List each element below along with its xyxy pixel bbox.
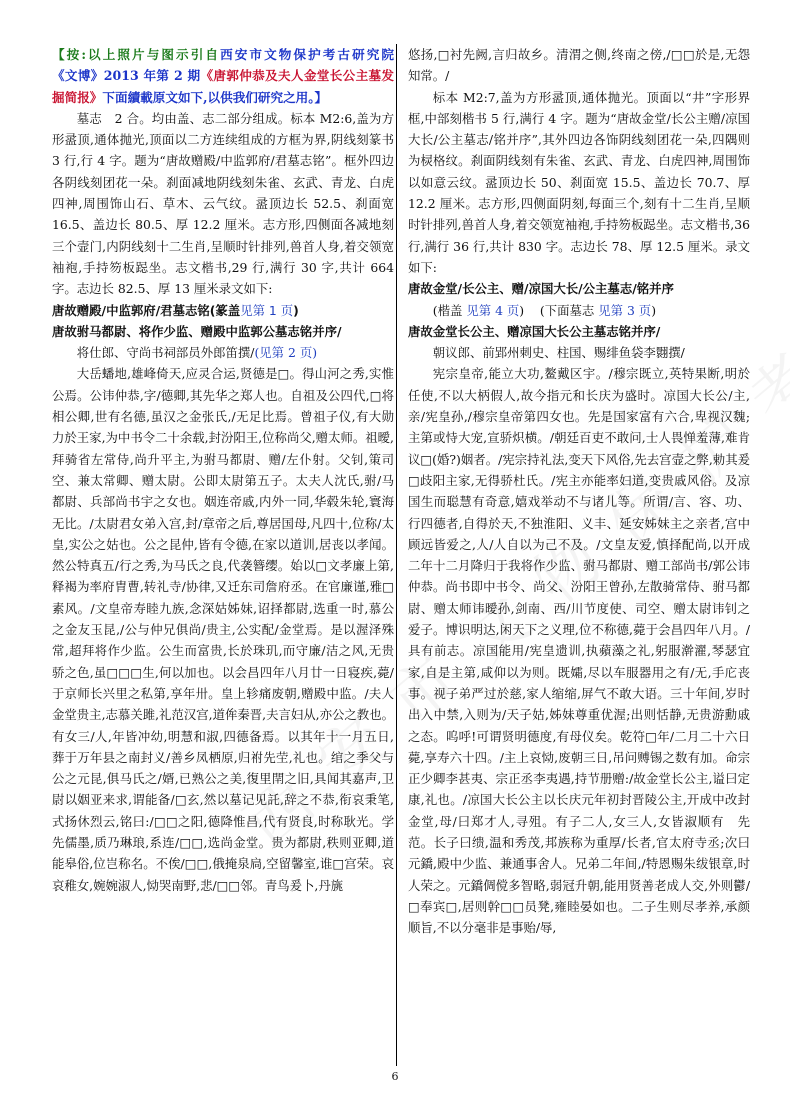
note-issue: 2013 年第 2 期 (103, 68, 201, 84)
lid-page-link[interactable]: 见第 1 页 (240, 302, 294, 318)
page-number: 6 (391, 1070, 399, 1083)
body-page3-link[interactable]: 见第 3 页 (598, 302, 652, 318)
note-article-link[interactable]: 《唐郭仲恭及夫人金堂长公主墓发掘简报》 (52, 68, 395, 105)
author-byline (52, 342, 394, 363)
princess-epitaph-title: 唐故金堂长公主、赠凉国大长公主墓志铭并序/ (408, 323, 661, 339)
princess-lid-title: 唐故金堂/长公主、赠/凉国大长/公主墓志/铭并序 (408, 281, 674, 297)
lid-link-prefix: (楷盖 (432, 302, 467, 318)
note-journal[interactable]: 《文博》 (52, 68, 104, 84)
left-column (52, 44, 394, 896)
note-suffix: 下面續載原文如下,以供我们研究之用。】 (102, 89, 328, 105)
lid-page4-link[interactable]: 见第 4 页 (466, 302, 520, 318)
princess-author-byline: 朝议郎、前郢州刺史、柱国、赐绯鱼袋李翾撰/ (432, 345, 685, 361)
epitaph-continuation: 悠扬,□衬先阙,言归故乡。清渭之侧,终南之傍,/□□於是,无怨知常。/ (408, 47, 750, 84)
princess-epitaph-body: 宪宗皇帝,能立大功,鳌戴区宇。/穆宗既立,英特果断,明於任使,不以大柄假人,故今指元和长庆为盛时。凉国大长公/主,亲/宪皇孙,/穆宗皇帝第四女也。先是国家富有六合,卑视汉魏;主第或恃大宠,宣骄炽横。/朝廷百吏不敢问,士人畏惮羞薄,难肯议□(婚?)姻者。/宪宗持礼法,变天下风俗,先去宫壸之弊,勅其爰□歧阳主家,无得骄杜氏。/宪主亦能率妇道,变贵戚风俗。及凉国生而聪慧有奇意,嬉戏举动不与诸儿等。所谓/言、容、功、行四德者,自得於天,不独淮阳、义丰、延安姊妹主之亲者,宫中顾远皆爱之,人/人自以为己不及。/文皇友爱,慎择配尚,以开成二年十二月降归于我将作少监、驸马都尉、赠工部尚书/郭公讳仲恭。尚书即中书令、尚父、汾阳王曾孙,左散骑常侍、驸马都尉、赠太师讳曖孙,剑南、西/川节度使、司空、赠太尉讳钊之爱子。博识明达,闲天下之义理,位不称德,薨于会昌四年八月。/具有前志。凉国能用/宪皇遗训,执蘋藻之礼,躬服澣濯,琴瑟宜家,自是主第,咸仰以为则。既孀,尽以车服器用之有/无,手庀丧事。视子弟严过於慈,家人缩缩,屏气不敢大语。三十年间,岁时出入中禁,入则为/天子姑,姊妹尊重优渥;出则恬静,无贵游勳戚之态。呜呼!可谓贤明德度,有母仪矣。乾符□年/二月二十六日薨,享寿六十四。/主上哀恸,废朝三日,吊问赙锡之数有加。命宗正少卿李甚夷、宗正丞李夷遇,持节册赠:/故金堂长公主,谥曰定康,礼也。/凉国大长公主以长庆元年初封晋陵公主,开成中改封金堂,母/曰郑才人,寻殂。有子二人,女三人,女皆淑顺有 先范。长子曰缋,温和秀茂,邦族称为重厚/长者,官太府寺丞;次曰元鐈,殿中少监、兼通事舍人。兄弟二年间,/特恩赐朱绂银章,时人荣之。元鐈倜傥多智略,弱冠升朝,能用贤善老成人交,外则鬱/□奉宾□,居则幹□□员凳,雍睦晏如也。二子生则尽孝养,承颜顺旨,不以分毫非是事贻/辱, (408, 366, 750, 936)
body-link-prefix: (下面墓志 (539, 302, 599, 318)
epitaph-description: 墓志 2 合。均由盖、志二部分组成。标本 M2:6,盖为方形盝顶,通体抛光,顶面以二方连续组成的方框为界,阴线刻篆书 3 行,行 4 字。题为“唐故赠殿/中监郭府/君墓志铭”。框外四边各阴线刻团花一朵。刹面减地阴线刻朱雀、玄武、青龙、白虎四神,周围饰山石、草木、云气纹。盝顶边长 52.5、刹面宽 16.5、盖边长 80.5、厚 12.2 厘米。志方形,四侧面各减地刻三个壸门,内阴线刻十二生肖,呈顺时针排列,兽首人身,着交领宽袖袍,手持笏板跽坐。志文楷书,29 行,满行 30 字,共计 664 字。志边长 82.5、厚 13 厘米录文如下: (52, 110, 394, 297)
lid-title-close: ) (293, 302, 299, 318)
lid-title-tag: (篆盖 (209, 302, 241, 318)
lid-link-close: ) (519, 302, 525, 318)
princess-epitaph-description: 标本 M2:7,盖为方形盝顶,通体抛光。顶面以“井”字形界框,中部刻楷书 5 行,满行 4 字。题为“唐故金堂/长公主赠/凉国大长/公主墓志/铭并序”,其外四边各饰阴线刻团花一朵,四隅则为棂格纹。刹面阴线刻有朱雀、玄武、青龙、白虎四神,周围饰以如意云纹。盝顶边长 50、刹面宽 15.5、盖边长 70.7、厚 12.2 厘米。志方形,四侧面阴刻,每面三个,刻有十二生肖,呈顺时针排列,兽首人身,着交领宽袖袍,手持笏板跽坐。志文楷书,36 行,满行 36 行,共计 830 字。志边长 78、厚 12.5 厘米。录文如下: (408, 89, 750, 275)
author-page-link[interactable]: (见第 2 页) (254, 345, 318, 361)
princess-page-links (408, 300, 750, 321)
editor-note (52, 44, 394, 108)
lid-title-text: 唐故赠殿/中监郭府/君墓志铭 (52, 302, 210, 318)
lid-title (52, 300, 394, 321)
right-column (408, 44, 750, 938)
author-text: 将仕郎、守尚书祠部员外郎笛撰/ (76, 345, 255, 361)
epitaph-title: 唐故驸马都尉、将作少监、赠殿中监郭公墓志铭并序/ (52, 323, 342, 339)
epitaph-body: 大岳蟠地,雄峰倚天,应灵合运,贤德是□。得山河之秀,实惟公焉。公讳仲恭,字/德卿,其先华之郑人也。自祖及公四代,□将相公卿,世有名德,虽汉之金张氏,/无足比焉。曾祖子仪,有大勋力於王家,为中书令二十余载,封汾阳王,位称尚父,赠太师。祖曖,拜骑省左常侍,尚升平主,为驸马都尉、赠/左仆射。父钊,策司空、兼太常卿、赠太尉。公即太尉第五子。太夫人沈氏,驸/马都尉、兵部尚书宇之女也。姻连帝戚,内外一同,华毂朱轮,寰海无比。/太尉君女弟入宫,封/章帝之后,尊居国母,凡四十,位称/太皇,实公之姑也。公之昆仲,皆有令德,在家以道训,居丧以孝闻。然公特真五/行之秀,为马氏之良,代袭簪缨。始以□文孝廉上第,释褐为率府胄曹,转礼寺/协律,又迁东司詹府丞。在官廉谨,雅□素风。/文皇帝寿睦九族,念深姑姊妹,诏择都尉,选重一时,慕公之金友玉昆,/公与仲兄俱尚/贵主,公实配/金堂焉。是以渥泽殊常,超拜将作少监。公生而富贵,长於珠玑,而守廉/洁之风,无贵骄之色,虽□□□生,何以加也。以会昌四年八月廿一日寝疾,薨/于京师长兴里之私第,享年卅。皇上轸痛废朝,赠殿中监。/夫人金堂贵主,志慕关雎,礼范汉宫,道侔秦晋,夫言妇从,亦公之教也。有女三/人,年皆冲幼,明慧和淑,四德备焉。以其年十一月五日,葬于万年县之南封义/善乡凤栖原,归祔先茔,礼也。绾之季父与公之元昆,俱马氏之/婿,已熟公之美,復里閈之旧,具闻其嘉声,卫尉以姻亚来求,谓能备/□玄,然以墓记见託,辞之不恭,衔哀秉笔,式扬休烈云,铭曰:/□□之阳,德降惟昌,代有贤良,时称耿光。学先儒墨,质乃琳琅,系连/□□,选尚金堂。贵为都尉,秩则亚卿,道能皋俗,位岂称名。不俟/□□,俄掩泉扃,空留馨室,谁□宫荣。哀哀稚女,婉婉淑人,恸哭南野,悲/□□邻。青鸟爰卜,丹旐 (52, 366, 394, 893)
column-divider (396, 44, 397, 1066)
note-org[interactable]: 西安市文物保护考古研究院 (220, 47, 394, 62)
note-prefix: 【按:以上照片与图示引自 (52, 47, 221, 62)
body-link-close: ) (651, 302, 657, 318)
